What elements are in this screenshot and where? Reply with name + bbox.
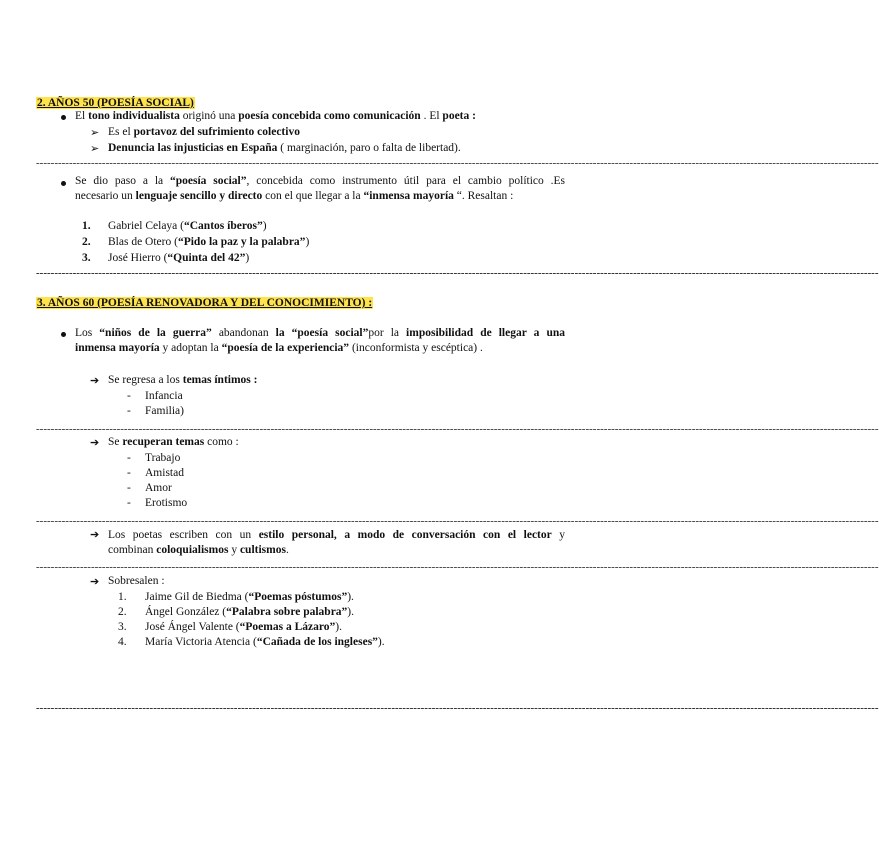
bullet-icon bbox=[61, 181, 66, 186]
point-temas-intimos bbox=[108, 374, 257, 386]
text-bold: “Poemas a Lázaro” bbox=[239, 621, 336, 633]
paragraph-line bbox=[75, 341, 565, 356]
paragraph-line bbox=[108, 528, 565, 543]
list-item bbox=[145, 606, 354, 618]
text-bold: “Poemas póstumos” bbox=[248, 591, 348, 603]
arrow-right-icon: ➔ bbox=[90, 529, 100, 541]
text: ). bbox=[347, 606, 355, 618]
text-bold: tono individualista bbox=[88, 110, 180, 122]
list-item: Amor bbox=[145, 482, 172, 494]
dash-icon: - bbox=[127, 405, 131, 417]
arrowhead-icon: ➢ bbox=[90, 127, 100, 139]
list-number: 1. bbox=[118, 591, 127, 603]
list-item bbox=[108, 236, 309, 248]
text: por la bbox=[368, 327, 407, 339]
list-number: 3. bbox=[82, 252, 91, 264]
list-item bbox=[145, 591, 354, 603]
text-bold: “Cantos íberos” bbox=[184, 220, 263, 232]
text: abandonan bbox=[211, 327, 276, 339]
text-bold: poesía concebida como comunicación bbox=[238, 110, 421, 122]
paragraph-line bbox=[75, 189, 565, 204]
paragraph-line bbox=[108, 543, 565, 558]
paragraph-poesia-social bbox=[75, 174, 565, 204]
text: ) bbox=[262, 220, 267, 232]
text: Ángel González ( bbox=[145, 606, 227, 618]
text: José Ángel Valente ( bbox=[145, 621, 240, 633]
text-bold: “inmensa mayoría bbox=[363, 190, 454, 202]
text: ) bbox=[305, 236, 310, 248]
separator-line: -------------------------------------------------------------------------------------------------------------------------------------------------------------------------------------------------------------------------------------- bbox=[36, 561, 879, 573]
dash-icon: - bbox=[127, 452, 131, 464]
text: . bbox=[285, 544, 289, 556]
text-bold: cultismos bbox=[239, 544, 286, 556]
sub-point-portavoz bbox=[108, 126, 300, 138]
text-bold: inmensa mayoría bbox=[75, 342, 160, 354]
arrow-right-icon: ➔ bbox=[90, 576, 100, 588]
text: necesario un bbox=[75, 190, 136, 202]
text: ) bbox=[245, 252, 250, 264]
list-item: Amistad bbox=[145, 467, 184, 479]
dash-icon: - bbox=[127, 390, 131, 402]
text-bold: portavoz del sufrimiento colectivo bbox=[133, 126, 300, 138]
arrowhead-icon: ➢ bbox=[90, 143, 100, 155]
text-bold: “Palabra sobre palabra” bbox=[226, 606, 348, 618]
paragraph-estilo bbox=[108, 528, 565, 558]
separator-line-heavy: -------------------------------------------------------------------------------------------------------------------------------------------------------------------------------------------------------------------------------------- bbox=[36, 702, 879, 714]
list-item bbox=[145, 621, 342, 633]
text-bold: “poesía social” bbox=[169, 175, 247, 187]
dash-icon: - bbox=[127, 467, 131, 479]
dash-icon: - bbox=[127, 497, 131, 509]
text: ). bbox=[335, 621, 342, 633]
text-bold: Denuncia las injusticias en España bbox=[108, 142, 278, 154]
list-item bbox=[145, 636, 385, 648]
text: Se dio paso a la bbox=[75, 175, 170, 187]
text: José Hierro ( bbox=[108, 252, 168, 264]
text-bold: imposibilidad de llegar a una bbox=[406, 327, 565, 339]
list-number: 3. bbox=[118, 621, 127, 633]
paragraph-ninos-guerra bbox=[75, 326, 565, 356]
label-sobresalen: Sobresalen : bbox=[108, 575, 165, 587]
text: El bbox=[75, 110, 89, 122]
text: Jaime Gil de Biedma ( bbox=[145, 591, 249, 603]
list-number: 2. bbox=[118, 606, 127, 618]
section-heading-2: 2. AÑOS 50 (POESÍA SOCIAL) bbox=[37, 97, 194, 109]
list-number: 4. bbox=[118, 636, 127, 648]
text: Los poetas escriben con un bbox=[108, 529, 259, 541]
paragraph-line bbox=[75, 174, 565, 189]
text-bold: coloquialismos bbox=[156, 544, 229, 556]
text: Se bbox=[108, 436, 123, 448]
text: Los bbox=[75, 327, 100, 339]
text: Blas de Otero ( bbox=[108, 236, 178, 248]
text-bold: “poesía de la experiencia” bbox=[221, 342, 350, 354]
arrow-right-icon: ➔ bbox=[90, 375, 100, 387]
text: Es el bbox=[108, 126, 134, 138]
text-bold: “Quinta del 42” bbox=[167, 252, 246, 264]
separator-line: -------------------------------------------------------------------------------------------------------------------------------------------------------------------------------------------------------------------------------------- bbox=[36, 515, 879, 527]
text: combinan bbox=[108, 544, 157, 556]
text: María Victoria Atencia ( bbox=[145, 636, 257, 648]
text-bold: “Pido la paz y la palabra” bbox=[177, 236, 306, 248]
arrow-right-icon: ➔ bbox=[90, 437, 100, 449]
text: . El bbox=[420, 110, 443, 122]
text: y adoptan la bbox=[159, 342, 222, 354]
list-item: Erotismo bbox=[145, 497, 188, 509]
text-bold: recuperan temas bbox=[122, 436, 205, 448]
text: ). bbox=[347, 591, 354, 603]
text: , concebida como instrumento útil para el cambio político .Es bbox=[246, 175, 566, 187]
text: (inconformista y escéptica) . bbox=[349, 342, 483, 354]
paragraph-line bbox=[75, 326, 565, 341]
text: con el que llegar a la bbox=[262, 190, 364, 202]
text: Se regresa a los bbox=[108, 374, 183, 386]
section-heading-3: 3. AÑOS 60 (POESÍA RENOVADORA Y DEL CONOCIMIENTO) : bbox=[37, 297, 373, 309]
separator-line: -------------------------------------------------------------------------------------------------------------------------------------------------------------------------------------------------------------------------------------- bbox=[36, 157, 879, 169]
list-number: 2. bbox=[82, 236, 91, 248]
dash-icon: - bbox=[127, 482, 131, 494]
separator-line: -------------------------------------------------------------------------------------------------------------------------------------------------------------------------------------------------------------------------------------- bbox=[36, 423, 879, 435]
text: “. Resaltan : bbox=[453, 190, 514, 202]
text-bold: poeta : bbox=[442, 110, 476, 122]
separator-line-heavy: -------------------------------------------------------------------------------------------------------------------------------------------------------------------------------------------------------------------------------------- bbox=[36, 267, 879, 279]
text: y bbox=[551, 529, 566, 541]
text-bold: la “poesía social” bbox=[275, 327, 369, 339]
list-item bbox=[108, 252, 249, 264]
sub-point-denuncia bbox=[108, 142, 461, 154]
list-item bbox=[108, 220, 267, 232]
point-recuperan bbox=[108, 436, 239, 448]
list-number: 1. bbox=[82, 220, 91, 232]
text-bold: “niños de la guerra” bbox=[99, 327, 212, 339]
text: como : bbox=[204, 436, 239, 448]
text: ( marginación, paro o falta de libertad). bbox=[277, 142, 461, 154]
list-item: Familia) bbox=[145, 405, 184, 417]
text: Gabriel Celaya ( bbox=[108, 220, 184, 232]
text-bold: lenguaje sencillo y directo bbox=[135, 190, 263, 202]
text: y bbox=[228, 544, 240, 556]
bullet-icon bbox=[61, 115, 66, 120]
list-item: Trabajo bbox=[145, 452, 181, 464]
list-item: Infancia bbox=[145, 390, 183, 402]
text-bold: estilo personal, a modo de conversación con el lector bbox=[258, 529, 552, 541]
text: originó una bbox=[179, 110, 239, 122]
bullet-icon bbox=[61, 332, 66, 337]
text: ). bbox=[377, 636, 385, 648]
text-bold: “Cañada de los ingleses” bbox=[256, 636, 378, 648]
text-bold: temas íntimos : bbox=[182, 374, 258, 386]
paragraph-tono bbox=[75, 110, 476, 122]
